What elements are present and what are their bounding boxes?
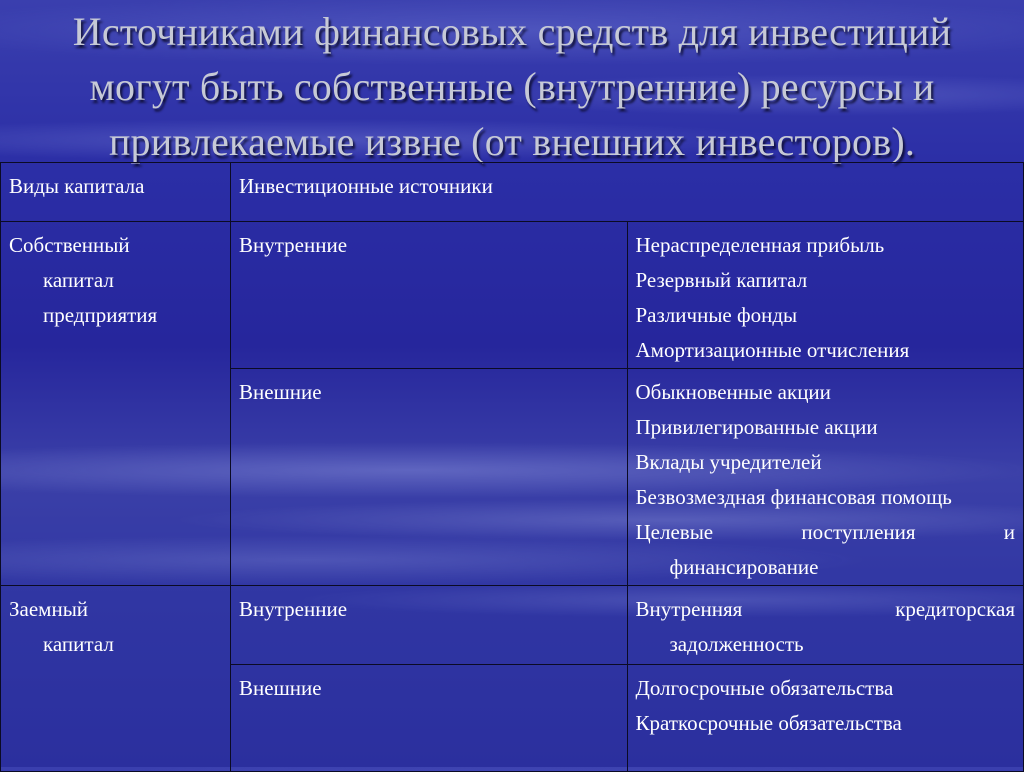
list-item: Целевые поступления и <box>635 520 1015 544</box>
list-item: Краткосрочные обязательства <box>635 711 902 735</box>
own-external-type: Внешние <box>231 369 628 586</box>
own-capital-cell <box>1 222 231 586</box>
borrowed-capital-label: капитал <box>43 632 114 656</box>
list-item: Различные фонды <box>635 303 798 327</box>
own-capital-label: капитал <box>43 268 114 292</box>
slide-title-line-3: привлекаемые извне (от внешних инвесторов). <box>108 119 916 164</box>
header-investment-sources: Инвестиционные источники <box>231 163 1024 222</box>
list-item: Амортизационные отчисления <box>635 338 910 362</box>
slide-title <box>0 4 1024 169</box>
slide-title-line-2: могут быть собственные (внутренние) ресурсы и <box>89 64 935 109</box>
table-row <box>1 586 1024 665</box>
list-item: Резервный капитал <box>635 268 808 292</box>
own-external-items <box>627 369 1024 586</box>
list-item: Безвозмездная финансовая помощь <box>635 485 952 509</box>
list-item: финансирование <box>669 555 819 579</box>
table-row <box>1 222 1024 369</box>
own-internal-type: Внутренние <box>231 222 628 369</box>
list-item: Внутренняя кредиторская <box>635 597 1015 621</box>
list-item: Обыкновенные акции <box>635 380 831 404</box>
list-item: Нераспределенная прибыль <box>635 233 885 257</box>
table-header-row <box>1 163 1024 222</box>
list-item: Долгосрочные обязательства <box>635 676 894 700</box>
borrowed-internal-type: Внутренние <box>231 586 628 665</box>
header-capital-kinds: Виды капитала <box>1 163 231 222</box>
borrowed-internal-items <box>627 586 1024 665</box>
slide-title-line-1: Источниками финансовых средств для инвестиций <box>72 9 952 54</box>
capital-sources-table <box>0 162 1024 772</box>
borrowed-external-items <box>627 665 1024 772</box>
own-internal-items <box>627 222 1024 369</box>
own-capital-label: Собственный <box>9 233 130 257</box>
list-item: Привилегированные акции <box>635 415 878 439</box>
borrowed-capital-cell <box>1 586 231 772</box>
own-capital-label: предприятия <box>43 303 158 327</box>
list-item: задолженность <box>669 632 804 656</box>
borrowed-external-type: Внешние <box>231 665 628 772</box>
borrowed-capital-label: Заемный <box>9 597 89 621</box>
list-item: Вклады учредителей <box>635 450 822 474</box>
